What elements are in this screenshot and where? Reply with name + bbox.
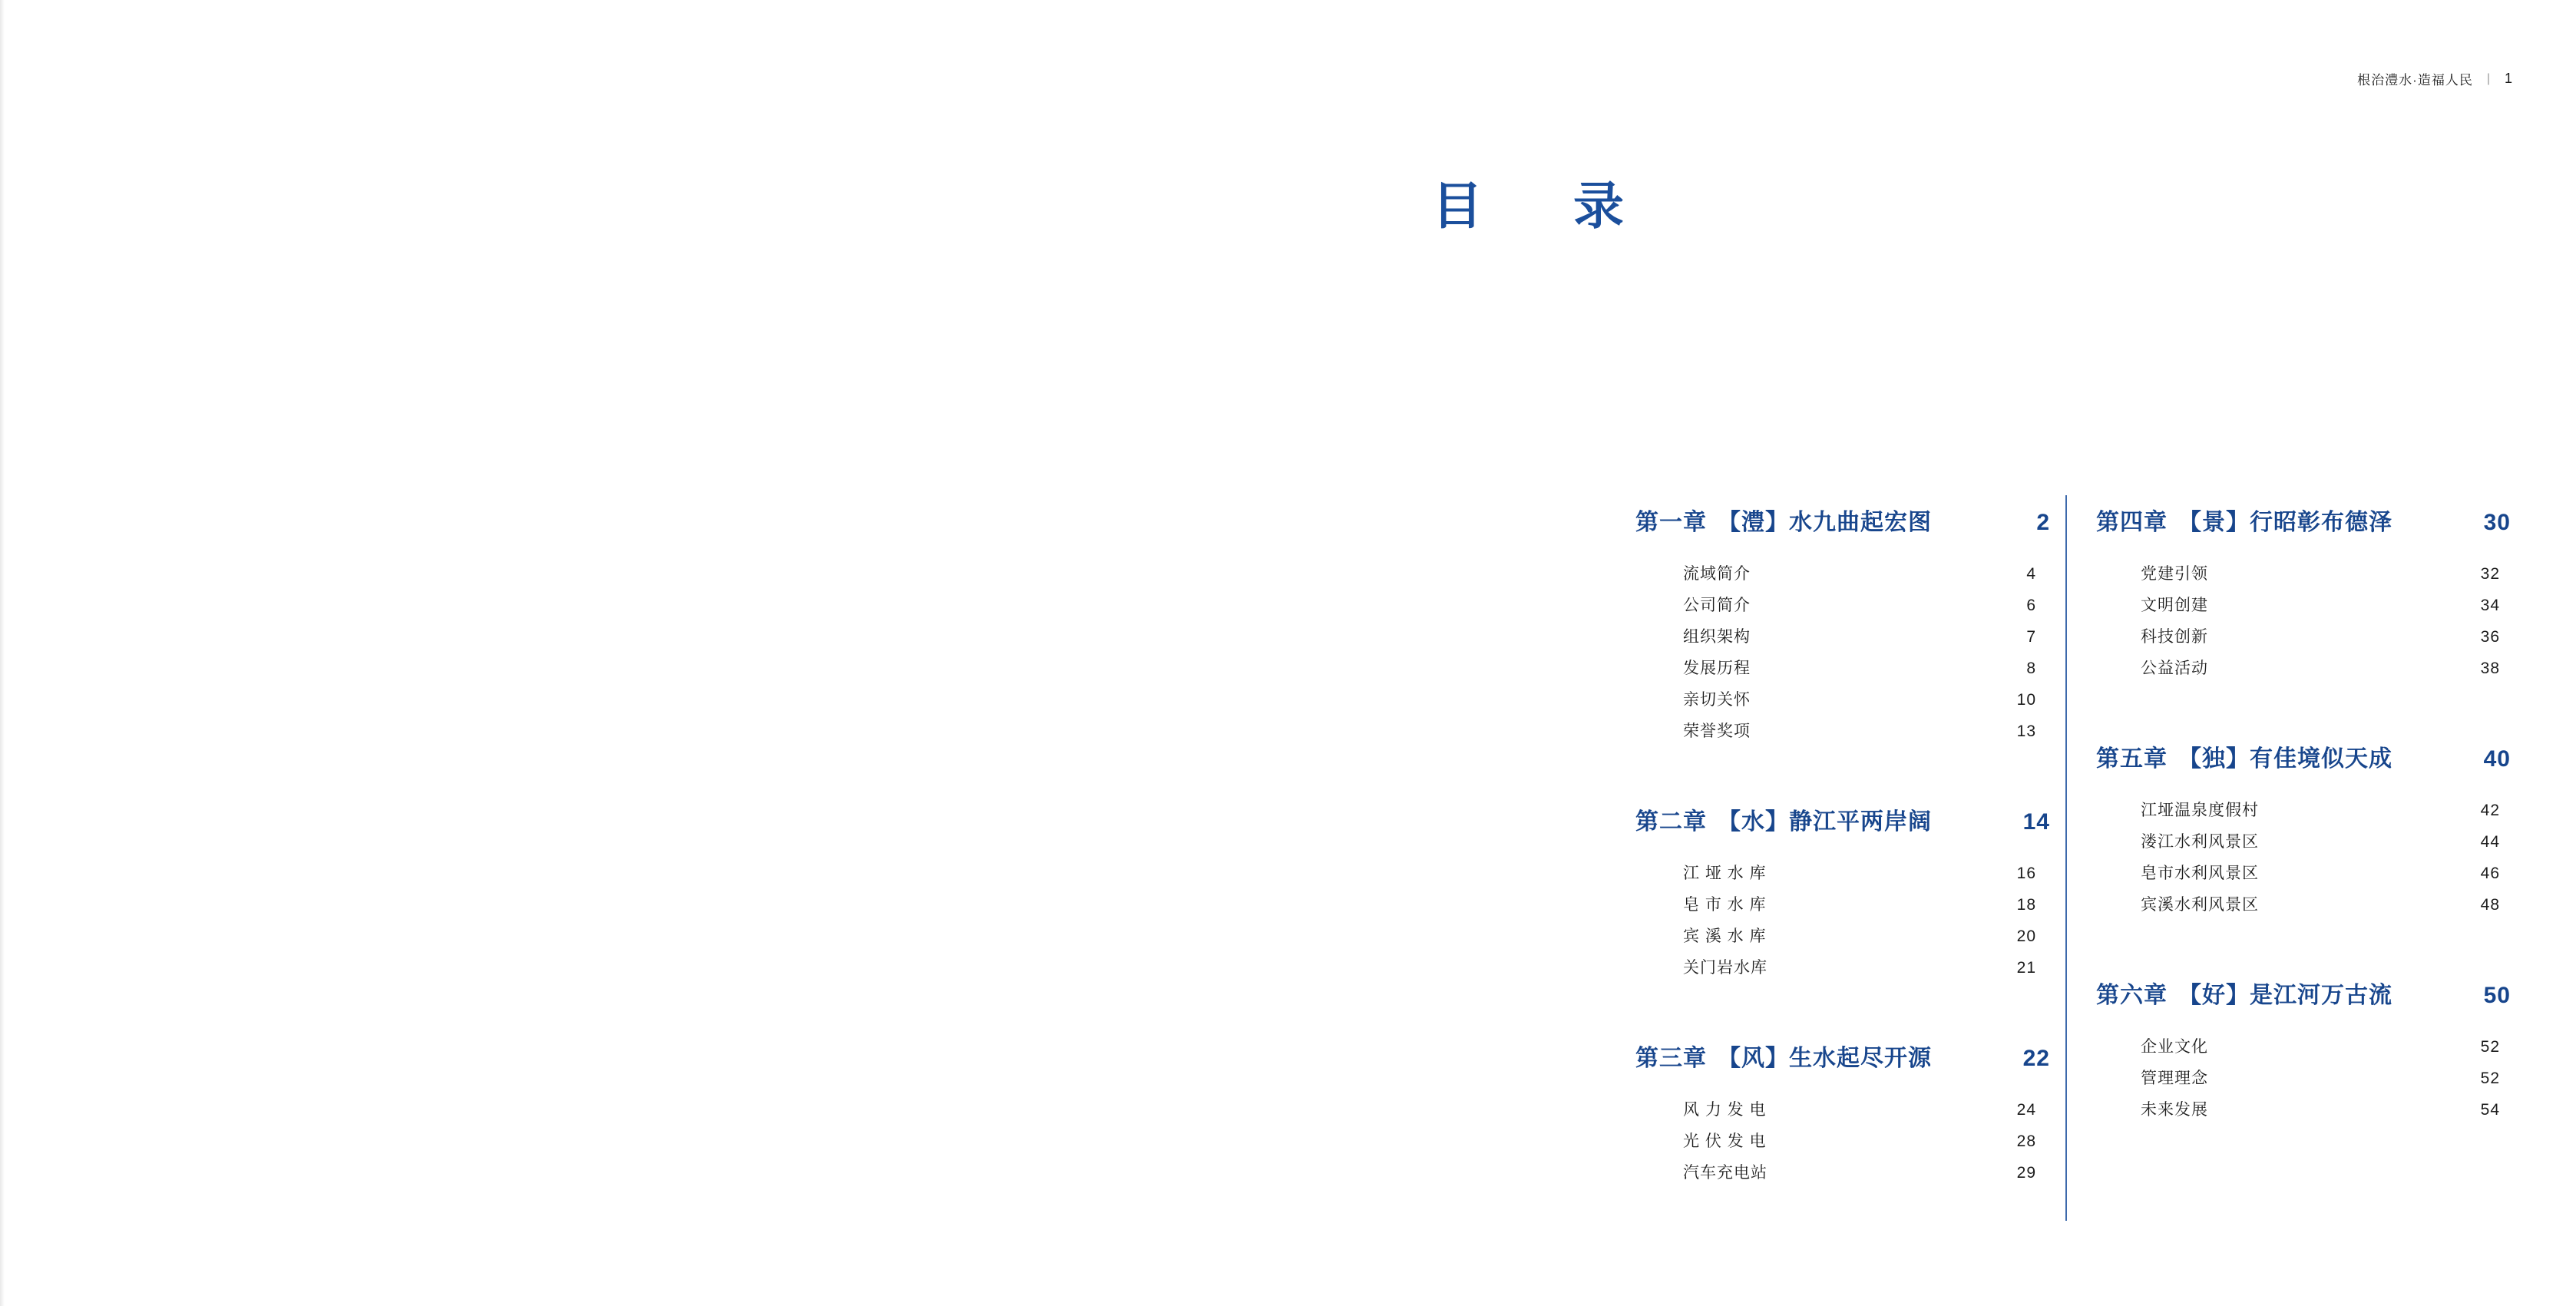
toc-entry-label: 管理理念 xyxy=(2141,1069,2208,1087)
toc-entry-page: 28 xyxy=(2016,1132,2036,1150)
toc-entry-page: 24 xyxy=(2016,1100,2036,1119)
chapter-title: 【好】是江河万古流 xyxy=(2178,983,2392,1008)
toc-entry-label: 亲切关怀 xyxy=(1683,690,1751,709)
toc-chapter-heading[interactable] xyxy=(1635,1039,2050,1073)
toc-entry-page: 46 xyxy=(2480,864,2500,882)
toc-entry-label: 宾溪水利风景区 xyxy=(2141,895,2259,914)
toc-entry[interactable] xyxy=(2096,1061,2511,1093)
toc-entry[interactable] xyxy=(2096,888,2511,919)
toc-entry-label: 关门岩水库 xyxy=(1683,958,1767,977)
chapter-page-number: 40 xyxy=(2483,746,2511,772)
toc-entry[interactable] xyxy=(2096,588,2511,620)
toc-entry-label: 宾 溪 水 库 xyxy=(1683,927,1767,945)
page-edge-shade xyxy=(0,0,5,1306)
toc-entry-label: 党建引领 xyxy=(2141,564,2208,583)
toc-entry-label: 流域简介 xyxy=(1683,564,1751,583)
running-header-title: 根治澧水·造福人民 xyxy=(2357,73,2473,88)
chapter-page-number: 22 xyxy=(2022,1046,2050,1071)
running-header-separator: | xyxy=(2486,71,2491,85)
chapter-number: 第五章 xyxy=(2096,746,2168,772)
chapter-page-number: 50 xyxy=(2483,983,2511,1008)
chapter-number: 第一章 xyxy=(1635,510,1707,535)
toc-entry-label: 组织架构 xyxy=(1683,627,1751,646)
toc-entry-label: 公司简介 xyxy=(1683,596,1751,614)
toc-entry-label: 光 伏 发 电 xyxy=(1683,1132,1767,1150)
toc-entry-label: 江垭温泉度假村 xyxy=(2141,801,2259,819)
running-header-page-number: 1 xyxy=(2504,71,2513,86)
toc-entry-page: 10 xyxy=(2016,690,2036,709)
toc-entry[interactable] xyxy=(1635,557,2050,588)
toc-entry[interactable] xyxy=(1635,1156,2050,1187)
toc-entry-page: 21 xyxy=(2016,958,2036,977)
toc-entry[interactable] xyxy=(2096,793,2511,825)
toc-entry-page: 52 xyxy=(2480,1069,2500,1087)
toc-entry[interactable] xyxy=(2096,856,2511,888)
chapter-title: 【独】有佳境似天成 xyxy=(2178,746,2392,772)
toc-chapter-heading[interactable] xyxy=(2096,739,2511,773)
toc-entry-page: 54 xyxy=(2480,1100,2500,1119)
toc-entry-label: 文明创建 xyxy=(2141,596,2208,614)
chapter-title: 【澧】水九曲起宏图 xyxy=(1718,510,1932,535)
chapter-title: 【风】生水起尽开源 xyxy=(1718,1046,1932,1071)
toc-entry-label: 荣誉奖项 xyxy=(1683,722,1751,740)
toc-entry[interactable] xyxy=(1635,651,2050,683)
toc-entry-page: 4 xyxy=(2026,564,2036,583)
chapter-number: 第二章 xyxy=(1635,809,1707,835)
page-title: 目 录 xyxy=(1432,177,1644,236)
toc-entry[interactable] xyxy=(1635,951,2050,982)
toc-entry-label: 风 力 发 电 xyxy=(1683,1100,1767,1119)
table-of-contents xyxy=(1635,503,2526,1187)
toc-entry-label: 未来发展 xyxy=(2141,1100,2208,1119)
toc-entry-page: 18 xyxy=(2016,895,2036,914)
chapter-title: 【景】行昭彰布德泽 xyxy=(2178,510,2392,535)
toc-entry-list xyxy=(2096,793,2511,919)
toc-entry-page: 20 xyxy=(2016,927,2036,945)
toc-entry-label: 江 垭 水 库 xyxy=(1683,864,1767,882)
toc-entry[interactable] xyxy=(1635,683,2050,714)
toc-chapter-heading[interactable] xyxy=(1635,503,2050,537)
toc-entry-page: 6 xyxy=(2026,596,2036,614)
toc-column-left xyxy=(1635,503,2050,1187)
toc-entry[interactable] xyxy=(2096,1093,2511,1124)
toc-entry[interactable] xyxy=(1635,919,2050,951)
toc-entry-label: 发展历程 xyxy=(1683,659,1751,677)
toc-entry-page: 13 xyxy=(2016,722,2036,740)
chapter-title: 【水】静江平两岸阔 xyxy=(1718,809,1932,835)
toc-entry-page: 32 xyxy=(2480,564,2500,583)
toc-entry[interactable] xyxy=(1635,888,2050,919)
toc-entry[interactable] xyxy=(1635,620,2050,651)
toc-chapter-heading[interactable] xyxy=(1635,802,2050,836)
toc-entry[interactable] xyxy=(1635,856,2050,888)
toc-entry-label: 科技创新 xyxy=(2141,627,2208,646)
toc-entry-page: 34 xyxy=(2480,596,2500,614)
toc-entry[interactable] xyxy=(2096,651,2511,683)
toc-entry-page: 36 xyxy=(2480,627,2500,646)
toc-entry[interactable] xyxy=(1635,1093,2050,1124)
toc-entry-list xyxy=(2096,557,2511,683)
chapter-number: 第三章 xyxy=(1635,1046,1707,1071)
toc-entry[interactable] xyxy=(2096,620,2511,651)
toc-entry-page: 42 xyxy=(2480,801,2500,819)
toc-entry-page: 38 xyxy=(2480,659,2500,677)
toc-chapter-heading[interactable] xyxy=(2096,976,2511,1010)
toc-entry-list xyxy=(2096,1030,2511,1124)
toc-entry-page: 29 xyxy=(2016,1163,2036,1182)
toc-entry[interactable] xyxy=(1635,1124,2050,1156)
toc-entry-label: 溇江水利风景区 xyxy=(2141,832,2259,851)
running-header xyxy=(2357,69,2513,88)
toc-entry-label: 皂 市 水 库 xyxy=(1683,895,1767,914)
toc-entry[interactable] xyxy=(2096,1030,2511,1061)
toc-entry-label: 汽车充电站 xyxy=(1683,1163,1767,1182)
chapter-page-number: 14 xyxy=(2022,809,2050,835)
toc-entry-page: 8 xyxy=(2026,659,2036,677)
toc-entry-label: 企业文化 xyxy=(2141,1037,2208,1056)
chapter-page-number: 2 xyxy=(2036,510,2050,535)
toc-entry-page: 16 xyxy=(2016,864,2036,882)
toc-entry[interactable] xyxy=(2096,825,2511,856)
chapter-number: 第四章 xyxy=(2096,510,2168,535)
toc-entry[interactable] xyxy=(1635,588,2050,620)
toc-chapter-heading[interactable] xyxy=(2096,503,2511,537)
chapter-page-number: 30 xyxy=(2483,510,2511,535)
toc-entry[interactable] xyxy=(1635,714,2050,746)
toc-column-right xyxy=(2050,503,2511,1124)
toc-entry-list xyxy=(1635,557,2050,746)
toc-entry-label: 公益活动 xyxy=(2141,659,2208,677)
toc-entry-page: 52 xyxy=(2480,1037,2500,1056)
chapter-number: 第六章 xyxy=(2096,983,2168,1008)
toc-entry-page: 48 xyxy=(2480,895,2500,914)
toc-entry-list xyxy=(1635,856,2050,982)
toc-entry-list xyxy=(1635,1093,2050,1187)
toc-entry-label: 皂市水利风景区 xyxy=(2141,864,2259,882)
toc-entry-page: 7 xyxy=(2026,627,2036,646)
toc-entry-page: 44 xyxy=(2480,832,2500,851)
toc-entry[interactable] xyxy=(2096,557,2511,588)
